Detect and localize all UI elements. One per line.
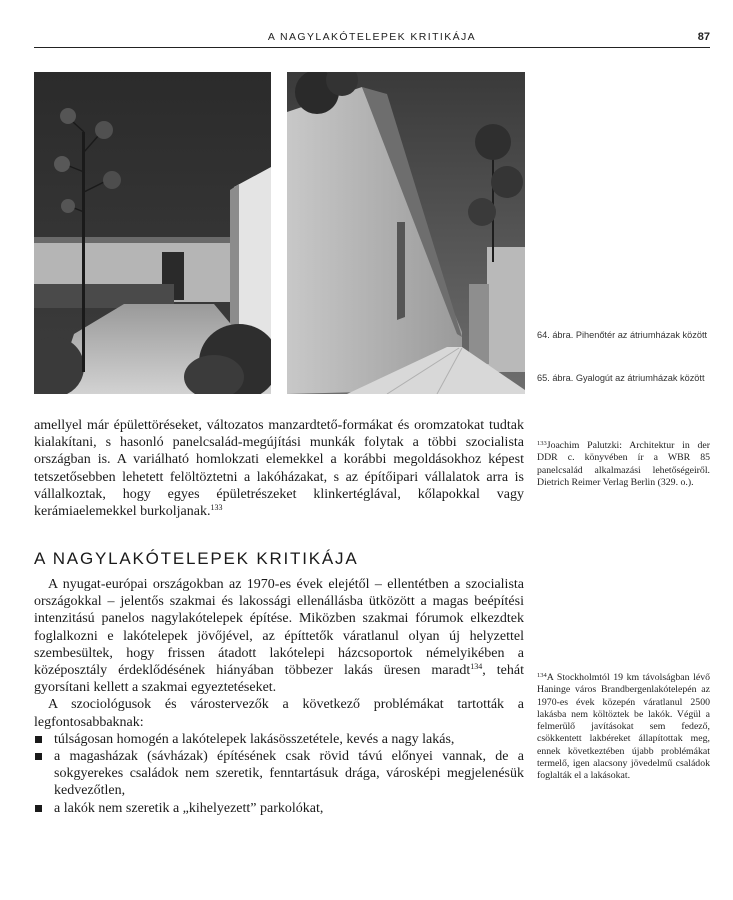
problems-intro: A szociológusok és várostervezők a következő problémákat tartották a legfontosabbaknak: (34, 697, 524, 730)
square-bullet-icon (35, 805, 42, 812)
footpath-photo-image (287, 72, 525, 394)
continuation-text: amellyel már épülettöréseket, változatos manzardtető-formákat és oromzatokat tudtak kialakítani, s hasonló panelcsalád-megújítási munkák folytak a többi szocialista országban is. A variálható homlokzati elemekkel a korábbi megoldásokhoz képest tetszetősebben lehetett felöltöztetni a lakóházakat, s az építőipari vállalatok arra is vállalkoztak, hogy egyes épületrészeket klinkertéglával, kőlapokkal vagy kerámiaelemekkel burkoljanak. (34, 418, 524, 520)
figure-65-photo (287, 72, 525, 394)
square-bullet-icon (35, 736, 42, 743)
figure-64-photo (34, 72, 271, 394)
main-paragraph-text-a: A nyugat-európai országokban az 1970-es évek elejétől – ellentétben a szocialista országokkal – jelentős szakmai és lakossági ellenállásba ütközött a magas beépítési intenzitású panelos nagylakótelepek építése. Miközben szakmai fórumok elkezdtek foglalkozni e lakótelepek jövőjével, az építtetők váratlanul olyan új helyzettel szembesültek, hogy frissen átadott lakótelepi házcsoportok némelyikében a középosztály érdeklődésének hiányában többezer lakás üresen maradt (34, 577, 524, 679)
footnote-133 (537, 440, 710, 489)
courtyard-photo-image (34, 72, 271, 394)
footnote-text: A Stockholmtól 19 km távolságban lévő Haninge város Brandbergenlakótelepén az 1970-es évek közepén váratlanul 2500 lakásba nem költöztek be lakók. Végül a felmerülő javításokat sem fedező, csökkentett lakbéreket állapítottak meg, ennek következtében újabb problémákat termelő, igen alacsony jövedelmű családok foglalták el a lakásokat. (537, 672, 710, 782)
main-paragraph-text-b: , tehát gyorsítani kellett a szakmai egyeztetéseket. (34, 663, 524, 696)
list-item (34, 748, 524, 800)
continuation-paragraph (34, 417, 524, 520)
running-head (34, 31, 710, 48)
square-bullet-icon (35, 753, 42, 760)
list-item-text: túlságosan homogén a lakótelepek lakásösszetétele, kevés a nagy lakás, (54, 731, 455, 747)
problems-list (34, 731, 524, 817)
footnote-number: 133 (537, 440, 547, 447)
list-item (34, 800, 524, 817)
footnote-ref-134: 134 (470, 662, 483, 672)
footnote-134 (537, 672, 710, 783)
figure-64-caption: 64. ábra. Pihenőtér az átriumházak között (537, 330, 708, 340)
section-heading: A NAGYLAKÓTELEPEK KRITIKÁJA (34, 549, 359, 568)
list-item-text: a magasházak (sávházak) építésének csak rövid távú előnyei vannak, de a sokgyerekes családok nem szeretik, fenntartásuk drága, városképi megjelenésük kedvezőtlen, (54, 749, 524, 799)
footnote-text: Joachim Palutzki: Architektur in der DDR c. könyvében ír a WBR 85 panelcsalád alkalmazási lehetőségeiről. Dietrich Reimer Verlag Berlin (329. o.). (537, 440, 710, 488)
running-title: A NAGYLAKÓTELEPEK KRITIKÁJA (267, 31, 477, 43)
page-number: 87 (697, 31, 710, 43)
list-item-text: a lakók nem szeretik a „kihelyezett” parkolókat, (54, 800, 324, 816)
footnote-number: 134 (537, 672, 547, 679)
section-body (34, 576, 524, 817)
footnote-ref-133: 133 (210, 503, 223, 513)
figure-65-caption: 65. ábra. Gyalogút az átriumházak között (537, 373, 705, 383)
list-item (34, 731, 524, 748)
